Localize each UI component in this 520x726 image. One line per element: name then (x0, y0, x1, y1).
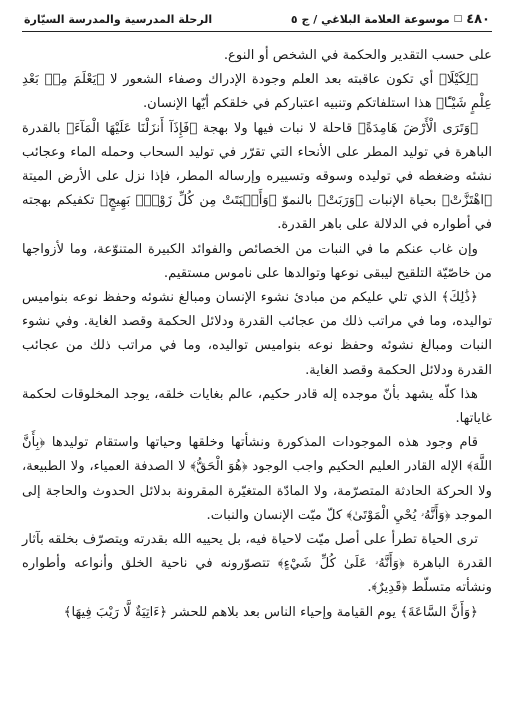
document-page (22, 10, 492, 716)
paragraph: ﴿ذَٰلِكَ﴾ الذي تلي عليكم من مبادئ نشوء الإنسان ومبالغ نشوئه وحفظ نوعه بنواميس تواليده، وما في مراتب ذلك من عجائب القدرة ودلائل الحكمة وقصد الغاية. وفي نشوء النبات ومبالغ نشوئه وحفظ نوعه بنواميس تواليده، وما في مراتب ذلك من عجائب القدرة ودلائل الحكمة وقصد الغاية. (22, 290, 492, 378)
header-separator: □ (453, 14, 463, 24)
page-header (22, 10, 492, 32)
paragraph: على حسب التقدير والحكمة في الشخص أو النوع. (223, 48, 492, 63)
paragraph: ﴿وَتَرَى الْأَرْضَ هَامِدَةً﴾ قاحلة لا نبات فيها ولا بهجة ﴿فَإِذَآ أَنزَلْنَا عَلَيْهَا الْمَآءَ﴾ بالقدرة الباهرة في توليد المطر على الأنحاء التي تقرّر في توليد السحاب وحمله الماء وعجائب نشئه وضغطه في توليده وسوقه وتسييره وإرساله المطر، فإذا نزل على الأرض الميتة ﴿اهْتَزَّتْ﴾ بحياة الإنبات ﴿وَرَبَتْ﴾ بالنموّ ﴿وَأَنۢبَتَتْ مِن كُلِّ زَوْجٍۭ بَهِيجٍ﴾ تكفيكم بهجته في أطواره في الدلالة على باهر القدرة. (22, 120, 492, 233)
paragraph: وإن غاب عنكم ما في النبات من الخصائص والفوائد الكبيرة المتنوّعة، وما لأزواجها من خاصّيّة التلقيح ليبقى نوعها وتوالدها على ناموس مستقيم. (22, 241, 492, 281)
body-text (22, 44, 492, 625)
paragraph: ﴿لِكَيْلَا﴾ أي تكون عاقبته بعد العلم وجودة الإدراك وصفاء الشعور لا ﴿يَعْلَمَ مِنۢ بَعْدِ عِلْمٍ شَيْـًٔا﴾ هذا استلفاتكم وتنبيه اعتباركم في خلقكم أيّها الإنسان. (22, 72, 492, 112)
paragraph: ﴿وَأَنَّ السَّاعَةَ﴾ يوم القيامة وإحياء الناس بعد بلاهم للحشر ﴿ءَاتِيَةٌ لَّا رَيْبَ فِيهَا﴾ (63, 604, 478, 620)
book-title: موسوعة العلامة البلاغي / ج ٥ (290, 12, 450, 26)
paragraph: هذا كلّه يشهد بأنّ موجده إله قادر حكيم، عالم بغايات خلقه، يوجد المخلوقات لحكمة غاياتها. (22, 386, 492, 427)
chapter-title: الرحلة المدرسية والمدرسة السيّارة (24, 12, 213, 26)
header-book-info (291, 12, 490, 27)
page-number: ٤٨٠ (466, 11, 490, 27)
paragraph: قام وجود هذه الموجودات المذكورة ونشأتها وخلقها وحياتها واستقام توليدها ﴿بِأَنَّ اللَّهَ﴾ الإله القادر العليم الحكيم واجب الوجود ﴿هُوَ الْحَقُّ﴾ لا الصدفة العمياء، ولا الطبيعة، ولا الحركة الحادثة المتصرّمة، ولا المادّة المتغيّرة المقرونة بدلائل الحدوث والحاجة إلى الموجد ﴿وَأَنَّهُۥ يُحْيِ الْمَوْتَىٰ﴾ كلّ ميّت الإنسان والنبات. (22, 435, 492, 523)
paragraph: ترى الحياة تطرأ على أصل ميّت لاحياة فيه، بل يحييه الله بقدرته ويتصرّف بخلقه بآثار القدرة الباهرة ﴿وَأَنَّهُۥ عَلَىٰ كُلِّ شَيْءٍ﴾ تتصوّرونه في ناحية الخلق وأنواعه وأطواره ونشأته متسلّط ﴿قَدِيرٌ﴾. (22, 532, 492, 596)
